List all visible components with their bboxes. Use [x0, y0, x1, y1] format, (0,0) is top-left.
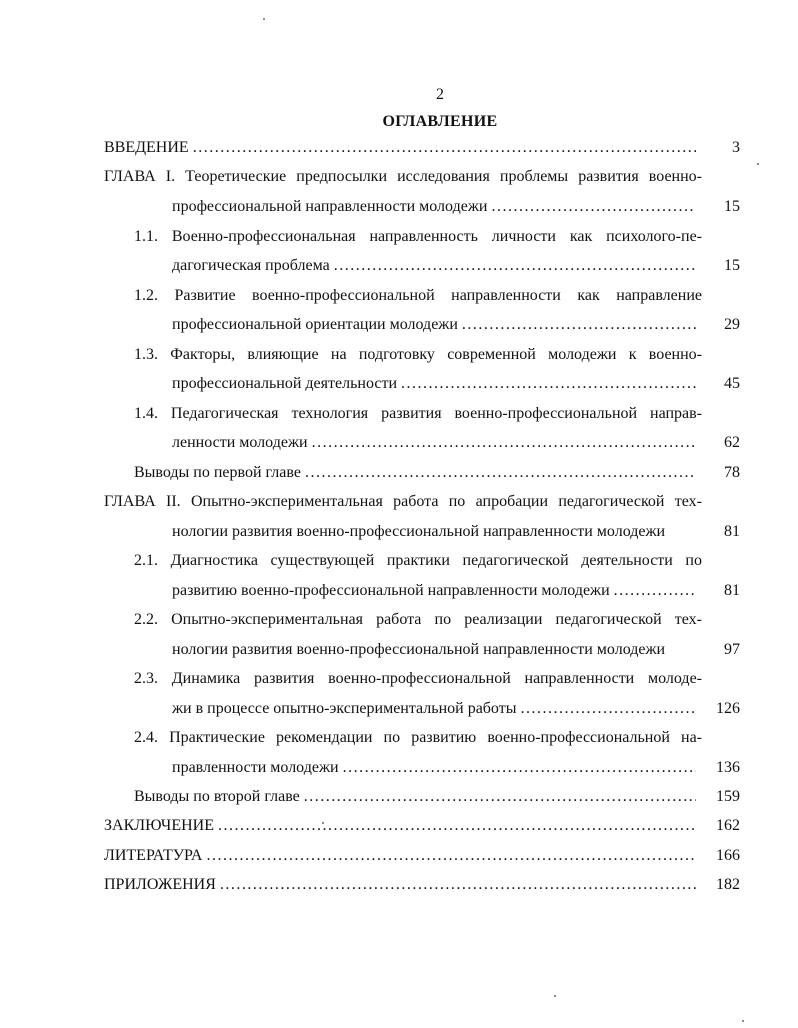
- toc-leader: [305, 462, 696, 484]
- toc-entry-1-4-line-2[interactable]: [172, 432, 740, 454]
- scan-speck: [554, 995, 556, 997]
- toc-title: ОГЛАВЛЕНИЕ: [382, 113, 498, 130]
- toc-entry-conclusions-chapter-2[interactable]: [134, 786, 740, 808]
- toc-entry-text: профессиональной направленности молодежи: [172, 198, 488, 215]
- toc-leader: [343, 757, 696, 779]
- toc-entry-text: Выводы по первой главе: [134, 464, 301, 481]
- scan-speck: [322, 822, 324, 824]
- toc-entry-text: Выводы по второй главе: [134, 788, 300, 805]
- toc-entry-chapter-1-line-2[interactable]: [172, 196, 740, 218]
- toc-page-number: 126: [716, 700, 740, 717]
- toc-leader: [401, 373, 696, 395]
- toc-entry-2-2-line-2[interactable]: [172, 639, 740, 661]
- toc-entry-text: дагогическая проблема: [172, 257, 330, 274]
- toc-entry-text: нологии развития военно-профессиональной направленности молодежи: [172, 641, 666, 658]
- toc-leader: [220, 874, 696, 896]
- toc-entry-1-3-line-1[interactable]: 1.3. Факторы, влияющие на подготовку современной молодежи к военно-: [134, 346, 702, 363]
- toc-leader: [218, 815, 696, 837]
- toc-entry-text: развитию военно-профессиональной направленности молодежи: [172, 582, 610, 599]
- toc-page-number: 81: [724, 582, 740, 599]
- toc-entry-chapter-2-line-1[interactable]: ГЛАВА II. Опытно-экспериментальная работа по апробации педагогической тех-: [104, 493, 702, 510]
- toc-page-number: 15: [724, 198, 740, 215]
- toc-page-number: 29: [724, 316, 740, 333]
- toc-leader: [491, 196, 696, 218]
- toc-page-number: 81: [724, 523, 740, 540]
- toc-leader: [614, 580, 696, 602]
- toc-entry-text: правленности молодежи: [172, 759, 339, 776]
- toc-page-number: 62: [724, 434, 740, 451]
- toc-leader: [520, 698, 696, 720]
- toc-entry-conclusions-chapter-1[interactable]: [134, 462, 740, 484]
- page-number: 2: [436, 86, 444, 103]
- scan-speck: [757, 163, 759, 165]
- toc-entry-text: ленности молодежи: [172, 434, 308, 451]
- toc-entry-chapter-2-line-2[interactable]: [172, 521, 740, 543]
- toc-entry-2-4-line-2[interactable]: [172, 757, 740, 779]
- toc-entry-2-4-line-1[interactable]: 2.4. Практические рекомендации по развитию военно-профессиональной на-: [134, 729, 702, 746]
- toc-leader: [193, 137, 696, 159]
- toc-entry-text: ВВЕДЕНИЕ: [104, 139, 189, 156]
- toc-page-number: 78: [724, 464, 740, 481]
- toc-page-number: 159: [716, 788, 740, 805]
- toc-page-number: 3: [732, 139, 740, 156]
- toc-entry-text: ЛИТЕРАТУРА: [104, 847, 203, 864]
- toc-page-number: 166: [716, 847, 740, 864]
- toc-page-number: 182: [716, 876, 740, 893]
- toc-entry-text: профессиональной ориентации молодежи: [172, 316, 458, 333]
- scan-speck: [742, 1020, 744, 1022]
- toc-entry-2-3-line-1[interactable]: 2.3. Динамика развития военно-профессиональной направленности молоде-: [134, 670, 702, 687]
- toc-leader: [304, 786, 696, 808]
- toc-entry-2-1-line-1[interactable]: 2.1. Диагностика существующей практики педагогической деятельности по: [134, 552, 702, 569]
- toc-entry-conclusion[interactable]: [104, 815, 740, 837]
- toc-entry-1-4-line-1[interactable]: 1.4. Педагогическая технология развития военно-профессиональной направ-: [134, 405, 702, 422]
- toc-page-number: 136: [716, 759, 740, 776]
- toc-page-number: 162: [716, 817, 740, 834]
- toc-entry-1-1-line-1[interactable]: 1.1. Военно-профессиональная направленность личности как психолого-пе-: [134, 228, 702, 245]
- toc-entry-2-3-line-2[interactable]: [172, 698, 740, 720]
- toc-entry-text: жи в процессе опытно-экспериментальной работы: [172, 700, 517, 717]
- scan-speck: [263, 18, 265, 20]
- toc-entry-text: нологии развития военно-профессиональной направленности молодежи: [172, 523, 666, 540]
- toc-leader: [206, 845, 696, 867]
- toc-entry-text: профессиональной деятельности: [172, 375, 397, 392]
- toc-entry-text: ПРИЛОЖЕНИЯ: [104, 876, 216, 893]
- toc-entry-chapter-1-line-1[interactable]: ГЛАВА I. Теоретические предпосылки исследования проблемы развития военно-: [104, 168, 702, 185]
- toc-page-number: 15: [724, 257, 740, 274]
- toc-page-number: 45: [724, 375, 740, 392]
- toc-entry-1-2-line-1[interactable]: 1.2. Развитие военно-профессиональной направленности как направление: [134, 287, 702, 304]
- toc-leader: [312, 432, 696, 454]
- toc-entry-appendices[interactable]: [104, 874, 740, 896]
- toc-leader: [462, 314, 696, 336]
- toc-entry-2-2-line-1[interactable]: 2.2. Опытно-экспериментальная работа по реализации педагогической тех-: [134, 611, 702, 628]
- toc-entry-literature[interactable]: [104, 845, 740, 867]
- toc-page-number: 97: [724, 641, 740, 658]
- toc-entry-1-3-line-2[interactable]: [172, 373, 740, 395]
- toc-leader: [334, 255, 696, 277]
- toc-entry-1-2-line-2[interactable]: [172, 314, 740, 336]
- toc-entry-text: ЗАКЛЮЧЕНИЕ: [104, 817, 214, 834]
- toc-entry-2-1-line-2[interactable]: [172, 580, 740, 602]
- toc-entry-introduction[interactable]: [104, 137, 740, 159]
- toc-entry-1-1-line-2[interactable]: [172, 255, 740, 277]
